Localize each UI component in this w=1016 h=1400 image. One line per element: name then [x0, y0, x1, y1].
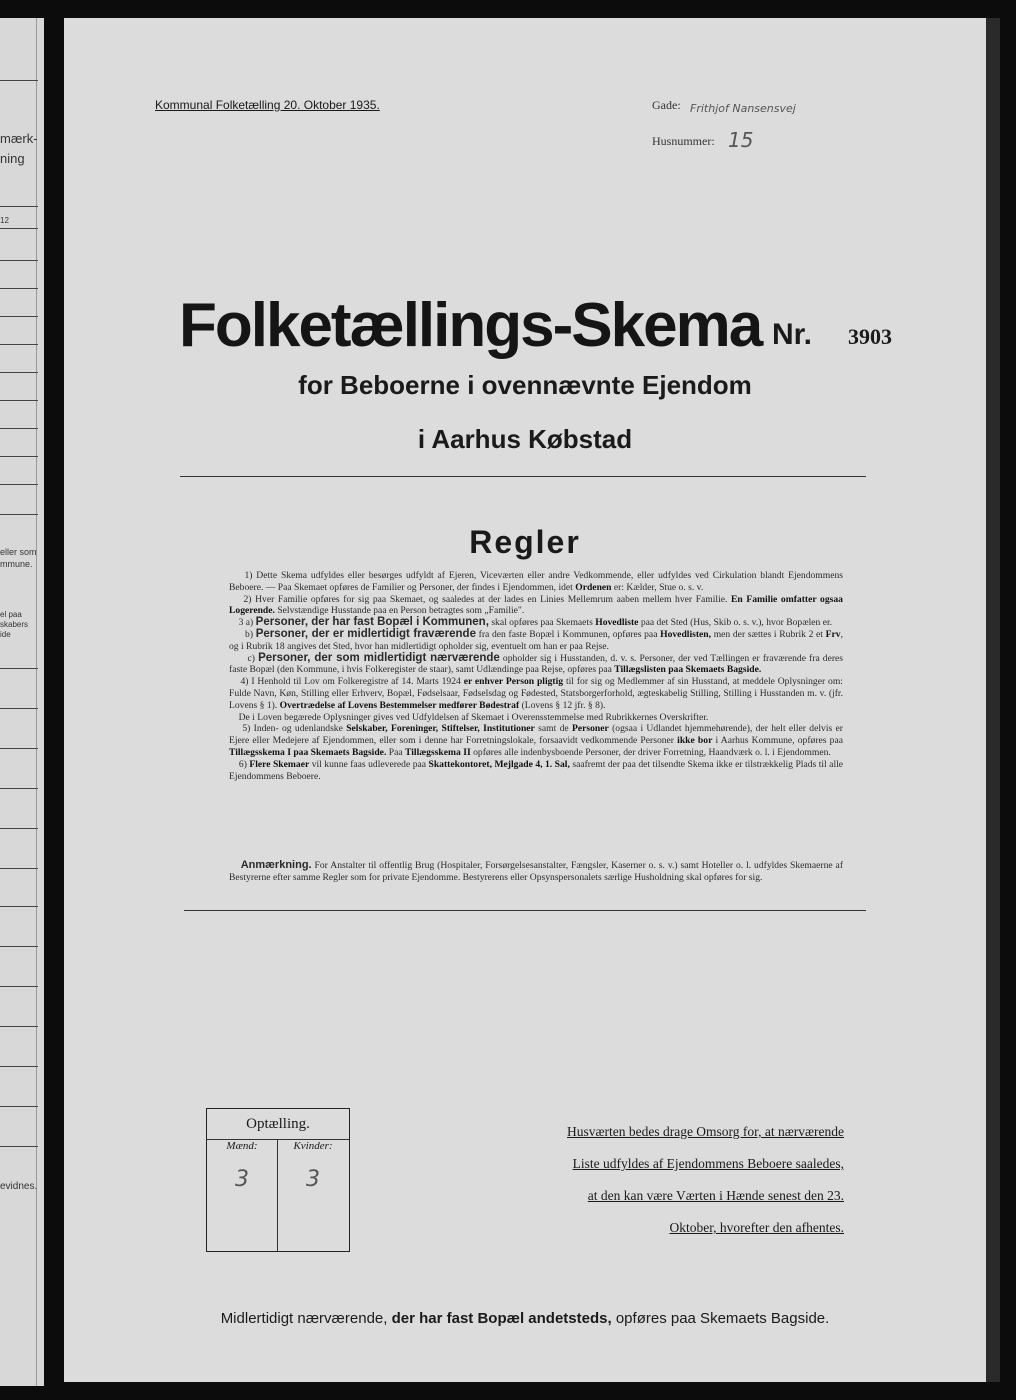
notice-line-3: at den kan være Værten i Hænde senest den 23.	[587, 1188, 844, 1203]
rule-2	[229, 594, 843, 618]
men-label: Mænd:	[226, 1140, 258, 1152]
count-box	[206, 1108, 350, 1252]
census-header-title: Kommunal Folketælling 20. Oktober 1935.	[155, 98, 380, 112]
count-box-divider	[277, 1140, 278, 1251]
rule-4-end: (Lovens § 12 jfr. § 8).	[521, 699, 606, 711]
notice-line-1: Husværten bedes drage Omsorg for, at nærværende	[566, 1124, 844, 1139]
rule-3a-bold: Personer, der har fast Bopæl i Kommunen,	[255, 616, 489, 629]
left-page-rule	[0, 484, 38, 485]
left-page-rule	[0, 456, 38, 457]
footer-bold: der har fast Bopæl andetsteds,	[391, 1310, 612, 1327]
left-page-strip	[0, 18, 44, 1386]
rule-3a-num: 3 a)	[238, 617, 254, 629]
rule-3b-bold-3: Frv	[825, 628, 841, 640]
left-page-rule	[0, 906, 38, 907]
left-page-rule	[0, 316, 38, 317]
rule-5-text: 5) Inden- og udenlandske	[242, 723, 343, 735]
rule-3b-mid: fra den faste Bopæl i Kommunen, opføres paa	[478, 628, 658, 640]
left-page-rule	[0, 1146, 38, 1147]
left-page-rule	[0, 1026, 38, 1027]
left-page-fragment: ning	[0, 151, 25, 166]
rule-2-text: 2) Hver Familie opføres for sig paa Skemaet, og saaledes at der lades en Linies Mellemrum aaben mellem hver Familie.	[243, 593, 728, 605]
left-page-fragment: mmune.	[0, 559, 33, 569]
rule-6-end: saafremt der paa det tilsendte Skema ikke er tilstrækkelig Plads til alle Ejendommens Beboere.	[229, 758, 844, 782]
rule-3a-mid: skal opføres paa Skemaets	[491, 617, 593, 629]
left-page-rule	[0, 428, 38, 429]
rule-3b-num: b)	[245, 628, 254, 640]
rule-3b	[229, 629, 843, 653]
form-subtitle-2: i Aarhus Købstad	[417, 424, 633, 454]
rule-5-bold-4: Tillægsskema I paa Skemaets Bagside.	[229, 746, 387, 758]
rule-3a-end: paa det Sted (Hus, Skib o. s. v.), hvor Bopælen er.	[640, 617, 833, 629]
rule-3c-mid: opholder sig i Husstanden, d. v. s. Personer, der ved Tællingen er fraværende fra deres faste Bopæl (den Kommune, i hvis Folkeregister de staar), samt Udlændinge paa Rejse, opføres paa	[229, 652, 844, 676]
count-box-caption: Optælling.	[207, 1109, 349, 1140]
left-page-rule	[0, 1066, 38, 1067]
form-number-label: Nr.	[772, 318, 813, 351]
rules-text	[229, 570, 843, 782]
rule-4-mid: til for sig og Medlemmer af sin Husstand, at meddele Oplysninger om: Fulde Navn, Køn, Stilling eller Erhverv, Bopæl, Fødselsaar, Fødselsdag og Fødested, Statsborgerforhold, ægteskabelig Stilling, Stilling i Husstanden m. v. (jfr. Lovens § 1).	[229, 676, 843, 711]
rule-5-mid-2: (ogsaa i Udlandet hjemmehørende), der helt eller delvis er Ejere eller Medejere af Ejendommen, eller som i denne har Forretningslokale, forsaavidt vedkommende Personer	[229, 723, 843, 747]
left-page-rule	[0, 344, 38, 345]
street-label: Gade:	[652, 98, 681, 112]
house-number-value: 15	[728, 128, 754, 152]
left-page-fragment: eller som	[0, 547, 37, 557]
street-value: Frithjof Nansensvej	[690, 102, 796, 115]
left-page-rule	[0, 946, 38, 947]
rules-heading: Regler	[469, 524, 581, 560]
women-label: Kvinder:	[293, 1140, 333, 1152]
left-page-fragment: mærk-	[0, 131, 38, 146]
left-page-rule	[0, 372, 38, 373]
left-page-rule	[0, 868, 38, 869]
annotation-lead: Anmærkning.	[240, 859, 312, 871]
landlord-notice	[508, 1116, 844, 1244]
left-page-fragment: el paa	[0, 610, 22, 619]
footer-note	[64, 1310, 986, 1327]
left-page-rule	[0, 748, 38, 749]
notice-line-4: Oktober, hvorefter den afhentes.	[669, 1220, 844, 1235]
rule-1-text: 1) Dette Skema udfyldes eller besørges udfyldt af Ejeren, Viceværten eller andre Vedkommende, eller udfyldes ved Cirkulation blandt Ejendommens Beboere. — Paa Skemaet opføres de Familier og Personer, der findes i Ejendommen, idet	[229, 570, 844, 593]
women-count: 3	[306, 1167, 320, 1192]
rule-3b-end: , og i Rubrik 18 angives det Sted, hvor han midlertidigt opholder sig, eventuelt om han er paa Rejse.	[229, 628, 843, 652]
rule-3b-bold-2: Hovedlisten,	[660, 628, 712, 640]
rule-3c-bold-2: Tillægslisten paa Skemaets Bagside.	[614, 664, 762, 676]
left-page-rule	[0, 708, 38, 709]
rule-4-text: 4) I Henhold til Lov om Folkeregistre af 14. Marts 1924	[240, 676, 461, 688]
rule-6	[229, 759, 843, 783]
left-page-rule	[0, 206, 38, 207]
left-page-fragment: 12	[0, 216, 9, 225]
rule-3c-num: c)	[247, 652, 255, 664]
left-page-rule	[0, 668, 38, 669]
rule-5-mid-3: i Aarhus Kommune, opføres paa	[715, 735, 843, 747]
rule-3a-bold-2: Hovedliste	[595, 617, 639, 629]
rule-4-bold: er enhver Person pligtig	[463, 676, 564, 688]
left-page-rule	[0, 400, 38, 401]
rule-3c	[229, 653, 843, 677]
form-subtitle-1: for Beboerne i ovennævnte Ejendom	[298, 370, 752, 400]
rule-4-bold-2: Overtrædelse af Lovens Bestemmelser medfører Bødestraf	[279, 699, 520, 711]
footer-post: opføres paa Skemaets Bagside.	[615, 1310, 830, 1327]
rule-4	[229, 676, 843, 711]
left-page-rule	[0, 828, 38, 829]
left-page-rule	[0, 288, 38, 289]
rule-5-bold-5: Tillægsskema II	[405, 746, 471, 758]
divider-bottom	[184, 910, 866, 911]
left-page-rule	[0, 986, 38, 987]
divider-top	[180, 476, 866, 477]
census-form-page	[64, 18, 986, 1382]
form-number: 3903	[848, 324, 892, 349]
rule-5-bold-3: ikke bor	[677, 735, 713, 747]
annotation-note	[229, 860, 843, 884]
annotation-text: For Anstalter til offentlig Brug (Hospitaler, Forsørgelsesanstalter, Fængsler, Kaserner o. s. v.) samt Hoteller o. l. udfyldes Skemaerne af Bestyrerne efter samme Regler som for private Ejendomme. Bestyrerens eller Opsynspersonalets særlige Husholdning skal opføres for sig.	[229, 860, 844, 883]
rule-5-mid: samt de	[538, 723, 569, 735]
rule-3b-bold: Personer, der er midlertidigt fraværende	[255, 627, 476, 640]
notice-line-2: Liste udfyldes af Ejendommens Beboere saaledes,	[572, 1156, 844, 1171]
rule-5-bold-2: Personer	[571, 723, 609, 735]
left-page-fragment: skabers	[0, 620, 29, 629]
rule-4-cont	[229, 712, 843, 724]
house-number-label: Husnummer:	[652, 134, 715, 148]
rule-3c-bold: Personer, der som midlertidigt nærværende	[258, 651, 500, 664]
rule-6-bold-2: Skattekontoret, Mejlgade 4, 1. Sal,	[428, 758, 570, 770]
left-page-fragment: evidnes.	[0, 1181, 38, 1192]
rule-4-cont-text: De i Loven begærede Oplysninger gives ved Udfyldelsen af Skemaet i Overensstemmelse med Rubrikkernes Overskrifter.	[238, 711, 709, 723]
book-spine-edge	[986, 18, 1000, 1382]
left-page-rule	[0, 80, 38, 81]
left-page-rule	[0, 514, 38, 515]
left-page-fragment: ide	[0, 630, 11, 639]
rule-2-bold: En Familie omfatter ogsaa Logerende.	[229, 593, 843, 617]
rule-5-bold: Selskaber, Foreninger, Stiftelser, Institutioner	[346, 723, 535, 735]
left-page-rule	[0, 228, 38, 229]
rule-1-bold: Ordenen	[575, 581, 612, 593]
rule-3b-mid-2: men der sættes i Rubrik 2 et	[713, 628, 823, 640]
footer-pre: Midlertidigt nærværende,	[220, 1310, 388, 1327]
rule-2-end: Selvstændige Husstande paa en Person betragtes som „Familie".	[277, 605, 525, 617]
left-page-rule	[0, 1106, 38, 1107]
rule-1-end: er: Kælder, Stue o. s. v.	[613, 581, 704, 593]
rule-5	[229, 723, 843, 758]
rule-6-bold: Flere Skemaer	[249, 758, 310, 770]
form-title: Folketællings-Skema	[179, 291, 762, 360]
rule-6-mid: vil kunne faas udleverede paa	[311, 758, 427, 770]
men-count: 3	[235, 1167, 249, 1192]
rule-5-mid-4: Paa	[388, 746, 403, 758]
rule-1	[229, 570, 843, 594]
left-page-rule	[0, 788, 38, 789]
rule-6-num: 6)	[238, 758, 247, 770]
left-page-rule	[0, 260, 38, 261]
rule-5-end: opføres alle indenbysboende Personer, der driver Forretning, Haandværk o. l. i Ejendommen.	[473, 746, 831, 758]
